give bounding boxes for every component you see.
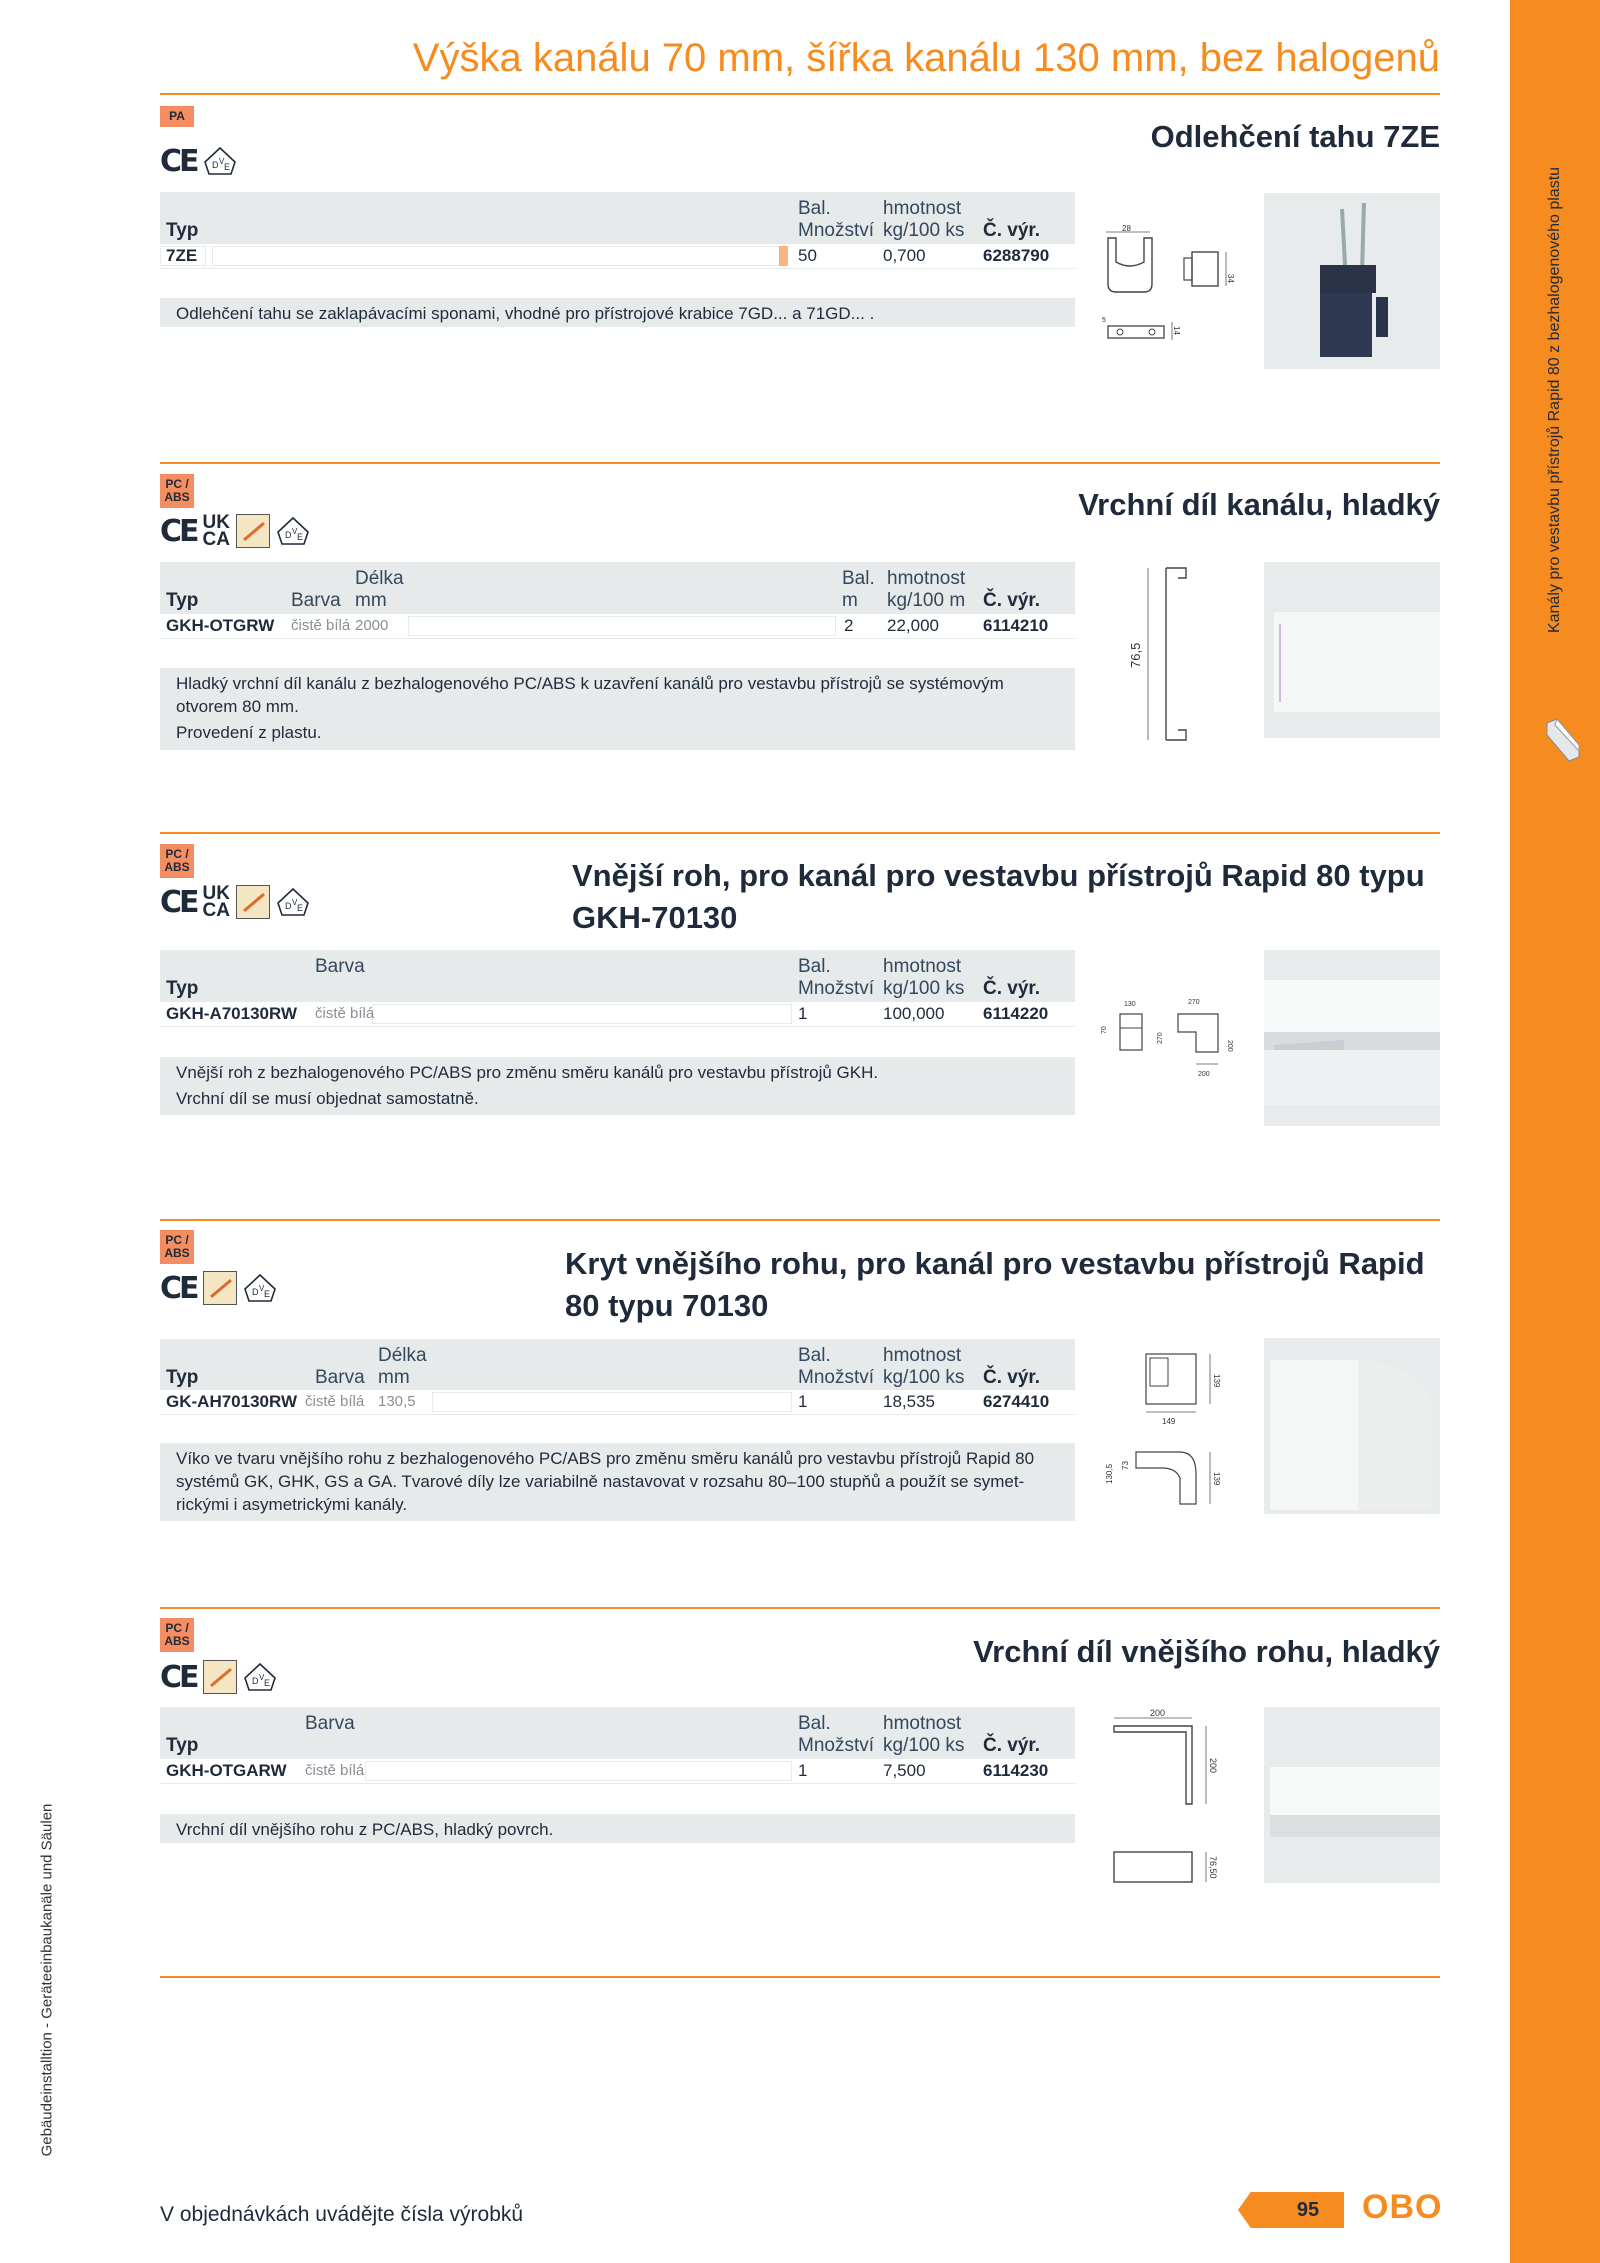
svg-text:V: V <box>291 898 298 907</box>
col-color: Barva <box>291 590 341 611</box>
table-header <box>160 562 1075 616</box>
product-photo <box>1264 950 1440 1126</box>
table-row <box>160 614 1075 639</box>
cell-length: 2000 <box>355 617 389 634</box>
col-article: Č. výr. <box>983 220 1041 241</box>
flame-retardant-icon <box>236 885 270 919</box>
col-color: Barva <box>315 1367 365 1388</box>
dim-label: 34 <box>1226 274 1235 283</box>
cell-color: čistě bílá <box>305 1393 365 1410</box>
cell-weight: 100,000 <box>883 1004 945 1023</box>
brand-logo: OBO <box>1362 2188 1443 2226</box>
vde-mark-icon <box>243 1273 277 1303</box>
cell-weight: 7,500 <box>883 1761 926 1780</box>
catalog-label: Gebäudeinstalltion - Geräteeinbaukanäle und Säulen <box>38 1803 56 2157</box>
col-weight: hmotnost <box>883 1713 962 1734</box>
col-weight-unit: kg/100 ks <box>883 1735 965 1756</box>
description <box>160 668 1075 750</box>
cell-article: 6288790 <box>983 246 1050 265</box>
cell-weight: 18,535 <box>883 1392 935 1411</box>
product-photo <box>1264 1338 1440 1514</box>
cell-length: 130,5 <box>378 1393 416 1410</box>
ukca-mark-icon: UK CA <box>202 512 230 550</box>
svg-text:D: D <box>284 530 292 540</box>
dim-label: 149 <box>1162 1417 1176 1426</box>
svg-text:E: E <box>296 903 303 913</box>
flame-retardant-icon <box>203 1271 237 1305</box>
cell-weight: 22,000 <box>887 616 939 635</box>
description-text: Vrchní díl se musí objednat samostatně. <box>176 1089 479 1108</box>
ce-mark-icon: CE <box>160 143 197 179</box>
col-bal: Bal. <box>798 956 831 977</box>
divider <box>160 1976 1440 1978</box>
technical-drawing <box>1122 558 1202 748</box>
vde-mark-icon <box>276 887 310 917</box>
certification-marks <box>160 513 310 549</box>
material-badge: PC / ABS <box>160 1618 194 1652</box>
section-title: Odlehčení tahu 7ZE <box>1150 119 1440 154</box>
technical-drawing <box>1106 1706 1236 1892</box>
dim-label: 70 <box>1101 1026 1108 1034</box>
flame-retardant-icon <box>203 1660 237 1694</box>
certification-marks <box>160 143 237 179</box>
dim-label: 14 <box>1172 326 1181 335</box>
page-number: 95 <box>1296 2199 1320 2221</box>
dim-label: 139 <box>1212 1374 1221 1388</box>
svg-text:V: V <box>218 157 224 166</box>
col-bal-unit: m <box>842 590 858 611</box>
table-header <box>160 1707 1075 1761</box>
col-weight-unit: kg/100 ks <box>883 220 965 241</box>
col-bal: Bal. <box>798 1713 831 1734</box>
col-typ: Typ <box>166 1735 199 1756</box>
certification-marks <box>160 1659 277 1695</box>
material-badge: PC / ABS <box>160 474 194 508</box>
dim-label: 200 <box>1208 1758 1218 1774</box>
description <box>160 1814 1075 1843</box>
cell-typ: GKH-A70130RW <box>166 1004 298 1023</box>
cell-weight: 0,700 <box>883 246 926 265</box>
col-color: Barva <box>315 956 365 977</box>
col-bal-unit: Množství <box>798 220 875 241</box>
cell-bal: 1 <box>798 1004 808 1023</box>
page-title: Výška kanálu 70 mm, šířka kanálu 130 mm, bez halogenů <box>412 36 1440 80</box>
divider <box>160 1219 1440 1221</box>
table-header <box>160 1339 1075 1393</box>
cell-typ: GK-AH70130RW <box>166 1392 298 1411</box>
divider <box>160 462 1440 464</box>
cell-article: 6114230 <box>983 1761 1049 1780</box>
description <box>160 1057 1075 1115</box>
col-weight: hmotnost <box>883 198 962 219</box>
description-text: Vnější roh z bezhalogenového PC/ABS pro změnu směru kanálů pro vestavbu přístrojů GKH. <box>176 1063 879 1082</box>
description-text: Odlehčení tahu se zaklapávacími sponami, vhodné pro přístrojové krabice 7GD... a 71GD... . <box>176 304 875 323</box>
svg-text:E: E <box>296 532 303 542</box>
section-title: Kryt vnějšího rohu, pro kanál pro vestavbu přístrojů Rapid 80 typu 70130 <box>565 1246 1425 1323</box>
divider <box>160 93 1440 95</box>
table-row <box>160 1759 1075 1784</box>
table-row <box>160 1390 1075 1415</box>
footer-note: V objednávkách uvádějte čísla výrobků <box>160 2203 524 2226</box>
vde-mark-icon <box>203 146 237 176</box>
certification-marks <box>160 1270 277 1306</box>
col-typ: Typ <box>166 220 199 241</box>
cell-article: 6114220 <box>983 1004 1049 1023</box>
cell-bal: 2 <box>844 616 854 635</box>
svg-text:E: E <box>263 1289 270 1299</box>
col-bal: Bal. <box>798 198 831 219</box>
col-weight-unit: kg/100 ks <box>883 978 965 999</box>
col-length-unit: mm <box>355 590 387 611</box>
divider <box>160 832 1440 834</box>
dim-label: 200 <box>1198 1071 1210 1078</box>
dim-label: 270 <box>1188 999 1200 1006</box>
certification-marks <box>160 884 310 920</box>
cell-bal: 1 <box>798 1392 808 1411</box>
svg-text:V: V <box>291 527 298 536</box>
table-header <box>160 192 1075 246</box>
dim-label: 200 <box>1226 1040 1233 1052</box>
svg-text:V: V <box>258 1284 264 1293</box>
description-text: Provedení z plastu. <box>176 723 322 742</box>
description-text: Vrchní díl vnějšího rohu z PC/ABS, hladký povrch. <box>176 1820 554 1839</box>
product-photo <box>1264 562 1440 738</box>
col-bal-unit: Množství <box>798 1735 875 1756</box>
description-text: Hladký vrchní díl kanálu z bezhalogenového PC/ABS k uzavření kanálů pro vestavbu přístrojů se systémovým otvorem 80 mm. <box>176 674 1004 716</box>
description <box>160 1443 1075 1521</box>
ce-mark-icon: CE <box>160 1659 197 1695</box>
technical-drawing <box>1100 1344 1240 1524</box>
svg-text:E: E <box>223 162 230 172</box>
svg-text:D: D <box>251 1676 259 1686</box>
dim-label: 5 <box>1102 317 1106 324</box>
channel-icon <box>1543 715 1583 765</box>
table-header <box>160 950 1075 1004</box>
dim-label: 270 <box>1157 1032 1164 1044</box>
dim-label: 130,5 <box>1105 1463 1114 1484</box>
cell-article: 6274410 <box>983 1392 1050 1411</box>
col-weight: hmotnost <box>887 568 966 589</box>
material-badge: PC / ABS <box>160 1230 194 1264</box>
cell-bal: 1 <box>798 1761 808 1780</box>
cell-typ: GKH-OTGRW <box>166 616 275 635</box>
col-length: Délka <box>378 1345 427 1366</box>
description-text: Víko ve tvaru vnějšího rohu z bezhalogenového PC/ABS pro změnu směru kanálů pro vestavbu přístrojů Rapid 80 systémů GK, GHK, GS a GA. Tvarové díly lze variabilně nastavovat v rozsahu 80–100 stupňů a použít se symet-rickými i asymetrickými kanály. <box>176 1449 1035 1514</box>
col-typ: Typ <box>166 1367 199 1388</box>
ce-mark-icon: CE <box>160 513 197 549</box>
dim-label: 130 <box>1124 1001 1136 1008</box>
col-bal: Bal. <box>842 568 875 589</box>
ce-mark-icon: CE <box>160 884 197 920</box>
col-color: Barva <box>305 1713 355 1734</box>
cell-bal: 50 <box>798 246 817 265</box>
cell-typ: GKH-OTGARW <box>166 1761 287 1780</box>
section-title: Vnější roh, pro kanál pro vestavbu přístrojů Rapid 80 typu GKH-70130 <box>572 858 1425 935</box>
dim-label: 139 <box>1212 1472 1221 1486</box>
dim-label: 200 <box>1150 1708 1166 1718</box>
svg-text:V: V <box>258 1673 264 1682</box>
section-title: Vrchní díl vnějšího rohu, hladký <box>973 1634 1440 1669</box>
col-bal-unit: Množství <box>798 1367 875 1388</box>
technical-drawing <box>1100 992 1240 1084</box>
dim-label: 76,50 <box>1208 1856 1218 1879</box>
vde-mark-icon <box>276 516 310 546</box>
col-article: Č. výr. <box>983 590 1041 611</box>
divider <box>160 1607 1440 1609</box>
dim-label: 28 <box>1122 224 1131 233</box>
material-badge: PA <box>160 106 194 127</box>
material-badge: PC / ABS <box>160 844 194 878</box>
col-weight-unit: kg/100 m <box>887 590 966 611</box>
col-length: Délka <box>355 568 404 589</box>
cell-typ: 7ZE <box>166 246 198 265</box>
col-bal: Bal. <box>798 1345 831 1366</box>
col-length-unit: mm <box>378 1367 410 1388</box>
chapter-label: Kanály pro vestavbu přístrojů Rapid 80 z bezhalogenového plastu <box>1546 166 1563 634</box>
ukca-mark-icon: UK CA <box>202 883 230 921</box>
svg-text:D: D <box>251 1287 259 1297</box>
technical-drawing <box>1100 222 1240 352</box>
product-photo <box>1264 1707 1440 1883</box>
svg-text:E: E <box>263 1678 270 1688</box>
cell-article: 6114210 <box>983 616 1049 635</box>
col-weight-unit: kg/100 ks <box>883 1367 965 1388</box>
dim-label: 73 <box>1121 1461 1130 1470</box>
col-weight: hmotnost <box>883 1345 962 1366</box>
product-photo <box>1264 193 1440 369</box>
col-bal-unit: Množství <box>798 978 875 999</box>
section-title: Vrchní díl kanálu, hladký <box>1078 487 1440 522</box>
col-weight: hmotnost <box>883 956 962 977</box>
cell-color: čistě bílá <box>305 1762 365 1779</box>
flame-retardant-icon <box>236 514 270 548</box>
table-row <box>160 244 1075 269</box>
col-article: Č. výr. <box>983 1735 1041 1756</box>
dim-label: 76,5 <box>1128 642 1143 668</box>
col-typ: Typ <box>166 590 199 611</box>
cell-color: čistě bílá <box>315 1005 375 1022</box>
col-article: Č. výr. <box>983 978 1041 999</box>
svg-text:D: D <box>211 160 219 170</box>
table-row <box>160 1002 1075 1027</box>
ce-mark-icon: CE <box>160 1270 197 1306</box>
cell-color: čistě bílá <box>291 617 351 634</box>
svg-text:D: D <box>284 901 292 911</box>
col-article: Č. výr. <box>983 1367 1041 1388</box>
description <box>160 298 1075 327</box>
vde-mark-icon <box>243 1662 277 1692</box>
col-typ: Typ <box>166 978 199 999</box>
